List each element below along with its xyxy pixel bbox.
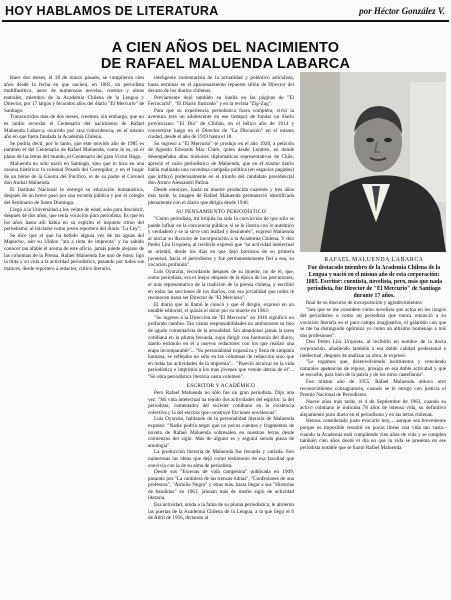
caption-text: Fue destacado miembro de la Academia Chilena de la Lengua y nació en el mismo año de esta corporación: 1885. Escritor: cuentista, novelista, pero, más que nada periodista, fue Director de "El Mercurio" de Santiago durante 17 años.	[305, 265, 443, 299]
article-title-line1: A CIEN AÑOS DEL NACIMIENTO	[111, 40, 340, 56]
paragraph: Luis Oyarzún, hablando de la personalidad literaria de Maluenda expresó: "Nadie podría negar que no pocos cuentos y fragmentos de novela de Rafael Maluenda sobresalen en nuestras letras desde comienzos del siglo. Más de alguno es y seguirá siendo pieza de antología".	[148, 416, 294, 449]
paragraph: Su ingreso a "El Mercurio" se produjo en el año 1920, a petición de Agustín Edwards Mac Clure, quien desde Londres, en donde desempeñaba altas misiones diplomáticas representativas de Chile, apreció el valor periodístico de Maluenda, que en el mismo diario había realizado una novedosa campaña política (en espacios pagados) que influyó poderosamente en el triunfo del candidato presidencial don Arturo Alessandri Palma.	[148, 140, 294, 187]
column-2	[148, 75, 294, 595]
paragraph: Fue mismo año de 1955, Rafael Maluenda obtuvo otro reconocimiento consagratorio, cuando se le otorgo con justicia el Premio Nacional de Periodismo.	[300, 378, 446, 399]
section-title: HOY HABLAMOS DE LITERATURA	[5, 4, 219, 18]
paragraph: "Le rogamos que, desenvolviendo lucimientos y venciendo naturales apetencias de reposo, prosiga en esa doble actividad y que se escuche, para bien de la patria y de los otros castellanos".	[300, 359, 446, 379]
subheading: SU PENSAMIENTO PERIODÍSTICO	[176, 208, 266, 215]
portrait-photo	[300, 72, 446, 252]
paragraph: Don Pedro Lira Urquieta, al recibirlo en nombre de la docta corporación, añadiendo también a esa doble calidad profesional e intelectual, después de analizar su obra, le expresó:	[300, 339, 446, 359]
paragraph: Llegó a la Universidad a los veinte de edad, solo para descubrir, después de dos años, que tenía vocación para periodista. Es que en los años hasta allí había en su espíritu el inquieto ritmo del periodismo, al iniciarse como joven reportero del diario "La Ley".	[4, 206, 144, 233]
paragraph: El diario que lo llamó le colocó y que él dirigió, expresó en un notable editorial, el quizás el dolor por su muerte en 1963:	[148, 301, 294, 315]
paragraph: Desde sus "Escenas de vida campesina" publicada en 1909, pasando por "La cantinera de las trenzas rubias", "Confesiones de una profesora", "Armiño Negro" y otras más, hasta llegar a sus "Historias de bandidos" en 1961, jalonan más de medio siglo de actividad literaria.	[148, 469, 294, 502]
paragraph: Desde entonces, hasta su muerte producida cuarenta y tres años más tarde, la imagen de Rafael Maluenda permaneció identificada plenamente con el diario que dirigía desde 1946.	[148, 186, 294, 206]
paragraph: Esa actividad, unida a la fama de su pluma periodística, le abrieron las puertas de la Academia Chilena de la Lengua, a la que llegó el 6 de Abril de 1956, dictando al	[148, 502, 294, 522]
paragraph: "Como periodista, mi brújula ha sido la convicción de que sólo se puede influir en la conciencia pública, si se le ilustra con lo auténtico y verdadero y se la sirve con lealtad y desinterés", expresó Maluenda al iniciar su discurso de incorporación a la Academia Chilena. Y don Pedro Lira Urquieta, al recibirlo expresó que "su actividad intelectual se orientó, desde los días en que dejó borrosos de su primera juventud, hacia el periodismo y fue permanentemente fiel a esa, su vocación profunda".	[148, 216, 294, 269]
photo-caption	[304, 257, 444, 300]
paragraph: Transcurridos más de dos meses, creemos, sin embargo, que no es tardío recordar el Centenario del nacimiento de Rafael Maluenda Labarca, ocurrido por rara coincidencia, en el mismo año en que fuera fundada la Academia Chilena.	[4, 114, 144, 141]
paragraph: Luis Oyarzún, recordando después de su muerte, no de él, que, como periodista, era el mejor después de la época de los precursores, el más representativo de la tradición de la prensa chilena, y escribió en todas las secciones de los diarios, con esa jovialidad que todos le reconocen hasta ser Director de "El Mercurio".	[148, 268, 294, 302]
paragraph: "Sea que se me considere como novelista que actúa en los rangos del periodismo o como un periodista que nunca renunció a su vocación literaria en el puro campo imaginativo, el galardón con que se me ha distinguido optimizó yo como un altísimo homenaje a mis dos profesiones".	[300, 306, 446, 339]
caption-name: RAFAEL MALUENDA LABARCA	[324, 257, 424, 263]
paragraph: Para que su experiencia periodística fuera completa, vivió la aventura (era un adolescente en ese tiempo) de fundar un diario provinciano: "El Día" de Chillán, en el bélico año de 1914 y convertirse luego en el Director de "La Discusión" en el mismo ciudad, desde el año de 1919 hasta el 18.	[148, 107, 294, 141]
paragraph: Maluenda no sólo nació en Santiago, sino que lo hizo en una casona histórica: la colonial Posada del Corregidor, y en el hogar de un héroe de la Guerra del Pacífico, el de su padre el Coronel don Aníbal Maluenda.	[4, 160, 144, 187]
paragraph: La producción literaria de Maluenda fue fecunda y variada. Son numerosas las obras que dejó como testimonio de esa facultad que convivía con la de su alma de periodista.	[148, 449, 294, 469]
byline: por Héctor González V.	[359, 6, 445, 16]
paragraph: Previamente dejó también su huella en las páginas de "El Ferrocarril", "El Diario Ilustrado" y en la revista "Zig-Zag".	[148, 94, 294, 108]
portrait-photo-image	[300, 72, 446, 252]
paragraph: Nueve años más tarde, el 4 de Septiembre de 1963, cuando su activo cotidiano le indicaba 78 años de intensa vida, su definitivo alejamiento puso duelo en el periodismo y en las letras chilenas.	[300, 398, 446, 418]
paragraph: Se podría decir, por lo tanto, que este movido año de 1985 es también el del Centenario de Rafael Maluenda, como lo es, en el plano de las letras del mundo, el Centenario del gran Víctor Hugo.	[4, 140, 144, 160]
column-3	[300, 300, 446, 595]
paragraph: Hemos considerado justo evocarlo hoy,... aunque sea brevemente porque es imposible resumir en pocas líneas una vida tan vasta.- cuando la Academia está cumpliendo cien años de vida y se cumplen también cien años desde el día en que la vida se presenta en ese periodista notable que se llamó Rafael Maluenda	[300, 418, 446, 451]
column-1	[4, 75, 144, 595]
paragraph: inteligente comentarista de la actualidad y polémico articulista, hasta terminar en el apasionamiento repuesto sillón de Director del decano de los diarios chilenos.	[148, 75, 294, 95]
subheading: ESCRITOR Y ACADÉMICO	[186, 382, 256, 389]
article-title-line2: DE RAFAEL MALUENDA LABARCA	[100, 56, 351, 72]
paragraph: "Su ingreso a la Dirección de "El Mercurio" en 1946 significó un profundo cambio. Tan vastas responsabilidades no aminoraron su tino de agudo comentarista de la actualidad. Sin abandonar jamás la tarea cotidiana en la pluma fecunda, supo dirigir con harmonía del diario, dando estímulo en él a nuevos redactores con los que realizó una etapa incomparable"... "Su personalidad expansiva y llena de simpatía humana, se reflejaba no sólo en las columnas de redacción sino que en todas las actividades de la imprenta"... "Pareció inculcar en la vida periodística e imprimía a los más jóvenes que venían detrás de él"... "Su obra periodística literaria vasta volumen".	[148, 314, 294, 381]
paragraph: final de su discurso de incorporación y agradecimientos:	[306, 300, 424, 306]
header-rule	[2, 20, 449, 22]
paragraph: Pero Rafael Maluenda no sólo fue un gran periodista. Dijo una vez: "Mi vida intelectual ha tenido dos actividades del espíritu: la del periodista, comentador del suceder cotidiano en la existencia colectiva y la del escritor que construye ficciones novelescas".	[148, 390, 294, 416]
paragraph: Hace dos meses, el 18 de marzo pasado, se cumplieron cien años desde la fecha en que naciera, en 1885, un periodista multifacético, autor de numerosas novelas, cuentos y obras teatrales, miembro de la Academia Chilena de la Lengua y Director, por 17 largos y fecundos años del diario "El Mercurio" de Santiago.	[4, 75, 144, 114]
paragraph: Se dice que el que ha bebido alguna vez de las aguas del Mapocho, aún su Uláloo "ata a tinta de imprenta" y ha sabido conocer tan afable el aroma de este oficio, jamás puede alejarse de las columnas de la Prensa. Rafael Maluenda fue uno de éstos: ligó la tinta y su vida a la actividad periodística, pasando por todos sus matices, desde reportero a redactor, crítico literario,	[4, 232, 144, 272]
paragraph: El Instituto Nacional lo entregó su educación humanística, después de un breve paso por una escuela pública y por el colegio del Seminario de Santo Domingo.	[4, 186, 144, 206]
